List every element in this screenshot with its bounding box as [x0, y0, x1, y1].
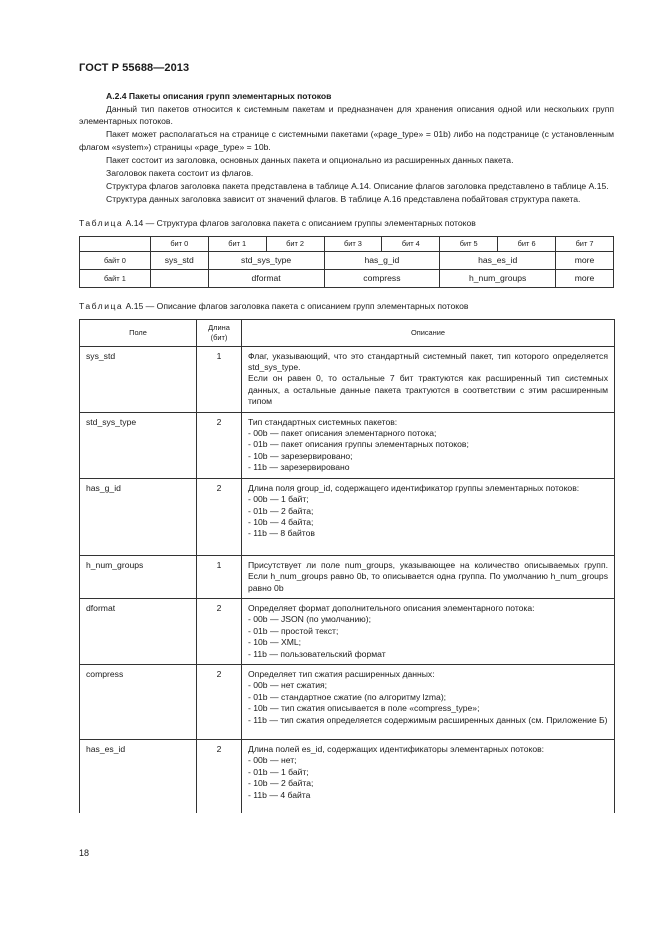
table-row	[80, 478, 615, 555]
table-row	[80, 412, 615, 478]
flag-cell: dformat	[208, 269, 324, 287]
list-item: - 00b — нет;	[248, 755, 297, 766]
list-item: - 11b — 8 байтов	[248, 528, 315, 539]
field-length: 1	[197, 346, 242, 412]
table-14	[79, 236, 614, 288]
bit-header: бит 3	[324, 236, 382, 251]
flag-cell: sys_std	[150, 251, 208, 269]
field-name: h_num_groups	[80, 555, 197, 598]
field-description	[242, 346, 615, 412]
table-row	[80, 664, 615, 739]
list-item: - 01b — простой текст;	[248, 625, 339, 636]
caption-label: Таблица	[79, 300, 124, 311]
corner-cell	[80, 236, 151, 251]
list-item: - 00b — 1 байт;	[248, 494, 309, 505]
field-name: has_g_id	[80, 478, 197, 555]
bit-header: бит 4	[382, 236, 440, 251]
table-15-caption	[79, 300, 614, 312]
flag-cell: std_sys_type	[208, 251, 324, 269]
table-row	[80, 251, 614, 269]
list-item: - 00b — JSON (по умолчанию);	[248, 614, 371, 625]
bit-header: бит 5	[440, 236, 498, 251]
field-name: dformat	[80, 598, 197, 664]
field-description	[242, 598, 615, 664]
list-item: - 01b — 1 байт;	[248, 766, 309, 777]
list-item: - 11b — 4 байта	[248, 789, 311, 800]
field-description	[242, 664, 615, 739]
paragraph: Структура данных заголовка зависит от значений флагов. В таблице А.16 представлена побайтовая структура пакета.	[106, 194, 581, 205]
list-item: - 11b — пользовательский формат	[248, 648, 386, 659]
bit-header: бит 1	[208, 236, 266, 251]
empty-cell	[150, 269, 208, 287]
field-length: 2	[197, 664, 242, 739]
caption-text: А.14 — Структура флагов заголовка пакета с описанием группы элементарных потоков	[125, 217, 476, 228]
description-text: Длина полей es_id, содержащих идентификаторы элементарных потоков:	[248, 743, 545, 754]
caption-label: Таблица	[79, 217, 124, 228]
field-description	[242, 412, 615, 478]
table-row	[80, 598, 615, 664]
list-item: - 00b — пакет описания элементарного потока;	[248, 428, 437, 439]
table-row	[80, 555, 615, 598]
list-item: - 01b — 2 байта;	[248, 505, 314, 516]
paragraph: Данный тип пакетов относится к системным пакетам и предназначен для хранения описания одной или нескольких групп элементарных потоков.	[79, 104, 614, 127]
list-item: - 10b — XML;	[248, 637, 302, 648]
table-row	[80, 269, 614, 287]
column-header: Описание	[242, 319, 615, 346]
section-title: А.2.4 Пакеты описания групп элементарных потоков	[106, 91, 332, 101]
column-header: Длина (бит)	[197, 319, 242, 346]
list-item: - 11b — тип сжатия определяется содержимым расширенных данных (см. Приложение Б)	[248, 714, 608, 725]
description-text: Определяет тип сжатия расширенных данных:	[248, 668, 435, 679]
field-description	[242, 555, 615, 598]
caption-text: А.15 — Описание флагов заголовка пакета с описанием групп элементарных потоков	[125, 300, 469, 311]
field-description	[242, 739, 615, 813]
byte-label: байт 0	[80, 251, 151, 269]
field-length: 2	[197, 478, 242, 555]
paragraph: Заголовок пакета состоит из флагов.	[106, 168, 254, 179]
table-row	[80, 739, 615, 813]
field-name: has_es_id	[80, 739, 197, 813]
field-description	[242, 478, 615, 555]
paragraph: Пакет может располагаться на странице с системными пакетами («page_type» = 01b) либо на подстранице (с установленным флагом «system») страницы «page_type» = 10b.	[79, 129, 614, 152]
list-item: - 01b — стандартное сжатие (по алгоритму lzma);	[248, 691, 447, 702]
table-14-caption	[79, 217, 614, 229]
description-text: Определяет формат дополнительного описания элементарного потока:	[248, 602, 535, 613]
field-length: 2	[197, 739, 242, 813]
field-name: sys_std	[80, 346, 197, 412]
description-text: Флаг, указывающий, что это стандартный системный пакет, тип которого определяется std_sys_type.	[248, 350, 608, 373]
flag-cell: has_es_id	[440, 251, 556, 269]
flag-cell: more	[556, 251, 614, 269]
column-header: Поле	[80, 319, 197, 346]
flag-cell: compress	[324, 269, 440, 287]
flag-cell: h_num_groups	[440, 269, 556, 287]
list-item: - 10b — тип сжатия описывается в поле «compress_type»;	[248, 703, 480, 714]
table-15	[79, 319, 615, 814]
list-item: - 01b — пакет описания группы элементарных потоков;	[248, 439, 469, 450]
document-header: ГОСТ Р 55688—2013	[79, 62, 190, 74]
list-item: - 10b — 4 байта;	[248, 516, 314, 527]
table-row	[80, 346, 615, 412]
field-length: 1	[197, 555, 242, 598]
description-text: Тип стандартных системных пакетов:	[248, 416, 398, 427]
page-number: 18	[79, 848, 90, 858]
bit-header: бит 6	[498, 236, 556, 251]
flag-cell: has_g_id	[324, 251, 440, 269]
field-length: 2	[197, 598, 242, 664]
page-content	[79, 90, 614, 813]
field-name: std_sys_type	[80, 412, 197, 478]
list-item: - 00b — нет сжатия;	[248, 680, 328, 691]
table-body	[80, 346, 615, 813]
list-item: - 10b — 2 байта;	[248, 778, 314, 789]
byte-label: байт 1	[80, 269, 151, 287]
table-header-row	[80, 319, 615, 346]
bit-header: бит 2	[266, 236, 324, 251]
flag-cell: more	[556, 269, 614, 287]
field-length: 2	[197, 412, 242, 478]
field-name: compress	[80, 664, 197, 739]
bit-header: бит 0	[150, 236, 208, 251]
bit-header: бит 7	[556, 236, 614, 251]
list-item: - 10b — зарезервировано;	[248, 450, 353, 461]
paragraph: Пакет состоит из заголовка, основных данных пакета и опционально из расширенных данных пакета.	[106, 154, 514, 165]
paragraph: Структура флагов заголовка пакета представлена в таблице А.14. Описание флагов заголовка представлено в таблице А.15.	[106, 181, 609, 192]
description-text: Длина поля group_id, содержащего идентификатор группы элементарных потоков:	[248, 482, 580, 493]
description-text: Присутствует ли поле num_groups, указывающее на количество описываемых групп. Если h_num_groups равно 0b, то описывается одна группа. По умолчанию h_num_groups равно 0b	[248, 559, 608, 593]
table-row	[80, 236, 614, 251]
list-item: - 11b — зарезервировано	[248, 462, 350, 473]
description-text: Если он равен 0, то остальные 7 бит трактуются как расширенный тип системных данных, а остальные данные пакета трактуются в соответствии с этим расширенным типом	[248, 373, 608, 407]
